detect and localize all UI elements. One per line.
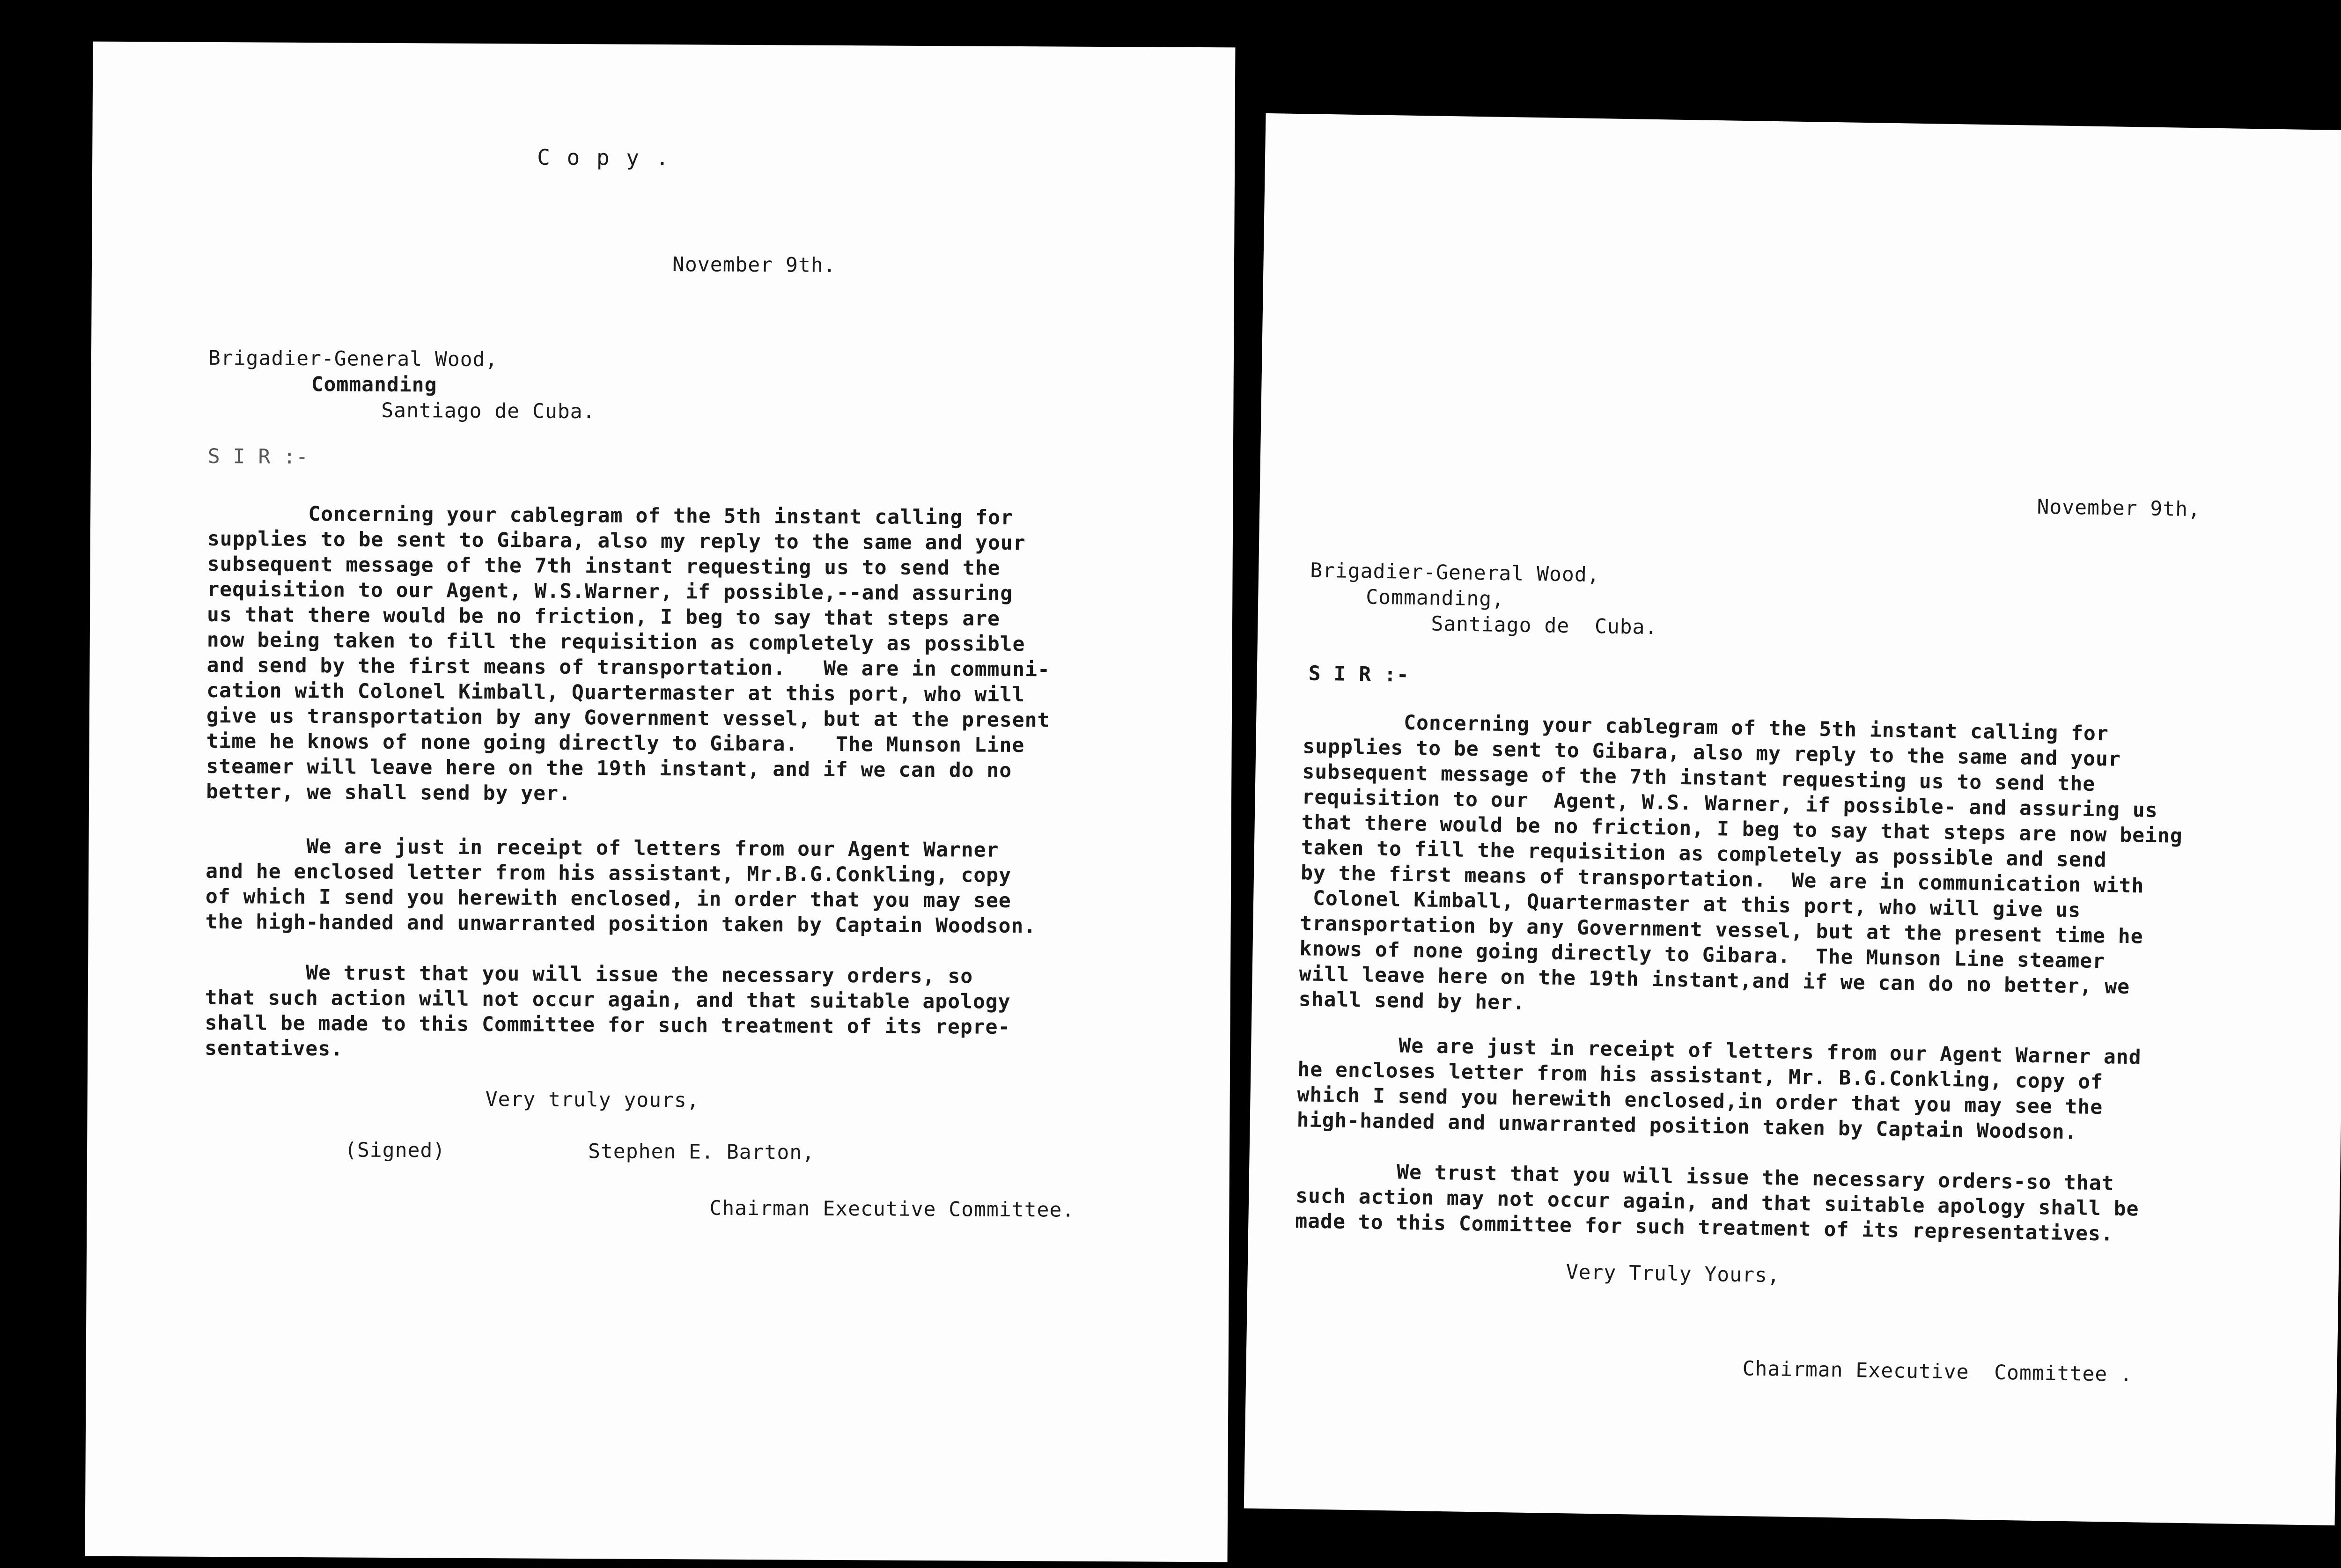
salutation: S I R :- bbox=[1308, 662, 1410, 687]
letter-date: November 9th. bbox=[672, 253, 836, 277]
addressee-line-3: Santiago de Cuba. bbox=[1431, 612, 1658, 640]
body-paragraph-3: We trust that you will issue the necessary orders, so that such action will not occur again, and that suitable apology shall be made to this Committee for such treatment of its repre- sentatives. bbox=[205, 960, 1011, 1061]
closing: Very Truly Yours, bbox=[1566, 1260, 1781, 1288]
signer-title: Chairman Executive Committee . bbox=[1742, 1357, 2133, 1387]
addressee-line-2: Commanding bbox=[311, 373, 437, 397]
signer-title: Chairman Executive Committee. bbox=[709, 1196, 1075, 1222]
left-letter-page bbox=[85, 42, 1236, 1562]
addressee-line-1: Brigadier-General Wood, bbox=[208, 346, 498, 372]
closing: Very truly yours, bbox=[485, 1088, 699, 1112]
addressee-line-3: Santiago de Cuba. bbox=[381, 398, 596, 424]
letter-date: November 9th, bbox=[2037, 495, 2201, 522]
addressee-line-1: Brigadier-General Wood, bbox=[1310, 559, 1600, 587]
addressee-line-2: Commanding, bbox=[1365, 585, 1505, 611]
body-paragraph-3: We trust that you will issue the necessary orders-so that such action may not occur again, and that suitable apology shall be made to this Committee for such treatment of its representatives. bbox=[1295, 1159, 2139, 1246]
body-paragraph-2: We are just in receipt of letters from our Agent Warner and he enclosed letter from his assistant, Mr.B.G.Conkling, copy of which I send you herewith enclosed, in order that you may see the high-handed and unwarranted position taken by Captain Woodson. bbox=[205, 834, 1037, 938]
copy-header: C o p y . bbox=[537, 144, 671, 171]
body-paragraph-1: Concerning your cablegram of the 5th instant calling for supplies to be sent to Gibara, also my reply to the same and your subsequent message of the 7th instant requesting us to send the requisition to our Agent, W.S.Warner, if possible,--and assuring us that there would be no friction, I beg to say that steps are now being taken to fill the requisition as completely as possible and send by the first means of transportation. We are in communi- cation with Colonel Kimball, Quartermaster at this port, who will give us transportation by any Government vessel, but at the present time he knows of none going directly to Gibara. The Munson Line steamer will leave here on the 19th instant, and if we can do no better, we shall send by yer. bbox=[206, 501, 1051, 806]
body-paragraph-2: We are just in receipt of letters from our Agent Warner and he encloses letter from his assistant, Mr. B.G.Conkling, copy of which I send you herewith enclosed,in order that you may see the high-handed and unwarranted position taken by Captain Woodson. bbox=[1296, 1032, 2142, 1144]
salutation: S I R :- bbox=[207, 444, 309, 469]
signer-name: Stephen E. Barton, bbox=[588, 1140, 815, 1164]
signed-label: (Signed) bbox=[344, 1138, 446, 1163]
body-paragraph-1: Concerning your cablegram of the 5th instant calling for supplies to be sent to Gibara, also my reply to the same and your subsequent message of the 7th instant requesting us to send the requisition to our Agent, W.S. Warner, if possible- and assuring us that there would be no friction, I beg to say that steps are now being taken to fill the requisition as completely as possible and send by the first means of transportation. We are in communication with Colonel Kimball, Quartermaster at this port, who will give us transportation by any Government vessel, but at the present time he knows of none going directly to Gibara. The Munson Line steamer will leave here on the 19th instant,and if we can do no better, we shall send by her. bbox=[1298, 709, 2183, 1015]
right-letter-page bbox=[1244, 113, 2341, 1525]
